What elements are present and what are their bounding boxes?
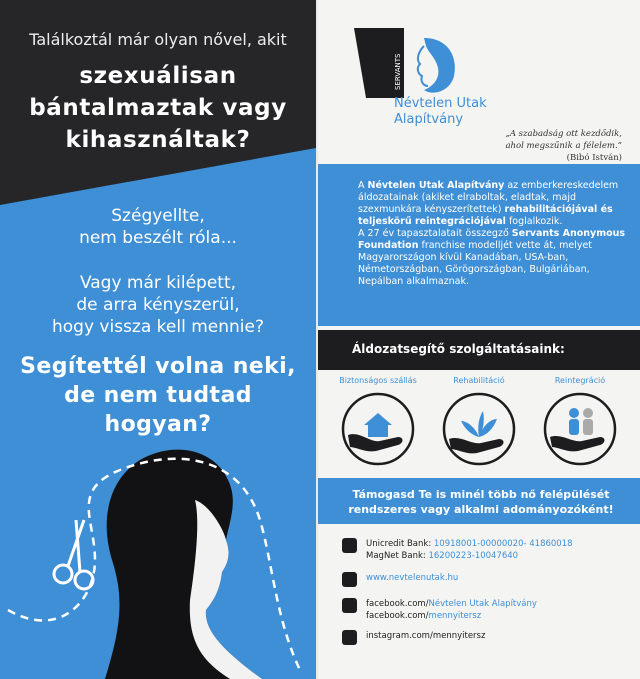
facebook-prefix: facebook.com/ — [366, 611, 429, 621]
logo-text: SERVANTS — [394, 53, 402, 90]
scissors-icon — [54, 520, 93, 589]
support-line: rendszeres vagy alkalmi adományozóként! — [348, 503, 614, 516]
people-in-hand-icon — [542, 391, 618, 467]
desc-bold: Servants Anonymous Foundation — [358, 228, 626, 251]
ashamed-line: Szégyellte, — [111, 206, 205, 226]
left-panel — [0, 0, 316, 679]
right-panel — [318, 0, 640, 679]
bank-label: MagNet Bank: — [366, 551, 429, 561]
bank-text — [366, 538, 573, 562]
facebook-link[interactable]: Névtelen Utak Alapítvány — [428, 599, 537, 609]
forced-line: hogy vissza kell mennie? — [52, 317, 264, 337]
facebook-icon — [342, 598, 357, 613]
bank-account[interactable]: 16200223-10047640 — [428, 551, 519, 561]
desc-text: A 27 év tapasztalatait összegző — [358, 228, 512, 239]
service-rehabilitation — [431, 376, 527, 471]
house-in-hand-icon — [340, 391, 416, 467]
forced-text — [0, 272, 316, 338]
forced-line: Vagy már kilépett, — [79, 273, 237, 293]
bank-icon — [342, 538, 357, 553]
question-bold — [0, 60, 316, 156]
ashamed-text — [0, 205, 316, 249]
desc-bold: rehabilitációjával és teljeskörű reintegrációjával — [358, 204, 613, 227]
help-question — [0, 352, 316, 439]
desc-org-name: Névtelen Utak Alapítvány — [367, 180, 505, 191]
quote-source: (Bibó István) — [566, 153, 622, 163]
service-safe-housing — [330, 376, 426, 471]
question-bold-line: bántalmaztak vagy — [29, 95, 287, 121]
desc-text: A — [358, 180, 368, 191]
bank-label: Unicredit Bank: — [366, 539, 434, 549]
forced-line: de arra kényszerül, — [76, 295, 240, 315]
question-bold-line: kihasználtak? — [65, 127, 251, 153]
instagram-link[interactable]: instagram.com/mennyitersz — [366, 631, 486, 641]
web-link[interactable]: www.nevtelenutak.hu — [366, 573, 459, 583]
service-label: Biztonságos szállás — [339, 376, 417, 385]
org-name-line: Alapítvány — [394, 112, 464, 127]
desc-text: az emberkereskedelem áldozatainak (akiket elraboltak, eladtak, majd szexmunkára kényszerítettek) — [358, 180, 619, 215]
quote-line: „A szabadság ott kezdődik, — [505, 129, 622, 139]
question-intro: Találkoztál már olyan nővel, akit — [29, 30, 287, 49]
help-line: Segítettél volna neki, — [20, 354, 296, 379]
support-call — [328, 487, 634, 517]
foundation-logo — [354, 28, 464, 98]
service-label: Rehabilitáció — [453, 376, 505, 385]
facebook-link[interactable]: mennyitersz — [428, 611, 482, 621]
plant-in-hand-icon — [441, 391, 517, 467]
ashamed-line: nem beszélt róla... — [79, 228, 237, 248]
help-line: de nem tudtad — [64, 383, 252, 408]
service-label: Reintegráció — [554, 376, 606, 385]
facebook-prefix: facebook.com/ — [366, 599, 429, 609]
desc-text: foglalkozik. — [505, 216, 563, 227]
instagram-icon — [342, 630, 357, 645]
help-line: hogyan? — [104, 412, 212, 437]
description — [358, 180, 628, 288]
bank-account[interactable]: 10918001-00000020- 41860018 — [433, 539, 573, 549]
org-name-line: Névtelen Utak — [394, 96, 487, 111]
web-icon — [342, 572, 357, 587]
quote — [422, 128, 622, 164]
question-bold-line: szexuálisan — [79, 63, 237, 89]
quote-line: ahol megszűnik a félelem.” — [505, 141, 622, 151]
desc-text: franchise modelljét vette át, melyet Magyarországon kívül Kanadában, USA-ban, Németországban, Görögországban, Bulgáriában, Nepálban alkalmaznak. — [358, 240, 593, 287]
support-line: Támogasd Te is minél több nő felépülését — [352, 488, 610, 501]
services-title: Áldozatsegítő szolgáltatásaink: — [352, 342, 565, 356]
facebook-links — [366, 598, 537, 622]
service-reintegration — [532, 376, 628, 471]
org-name — [394, 96, 487, 128]
